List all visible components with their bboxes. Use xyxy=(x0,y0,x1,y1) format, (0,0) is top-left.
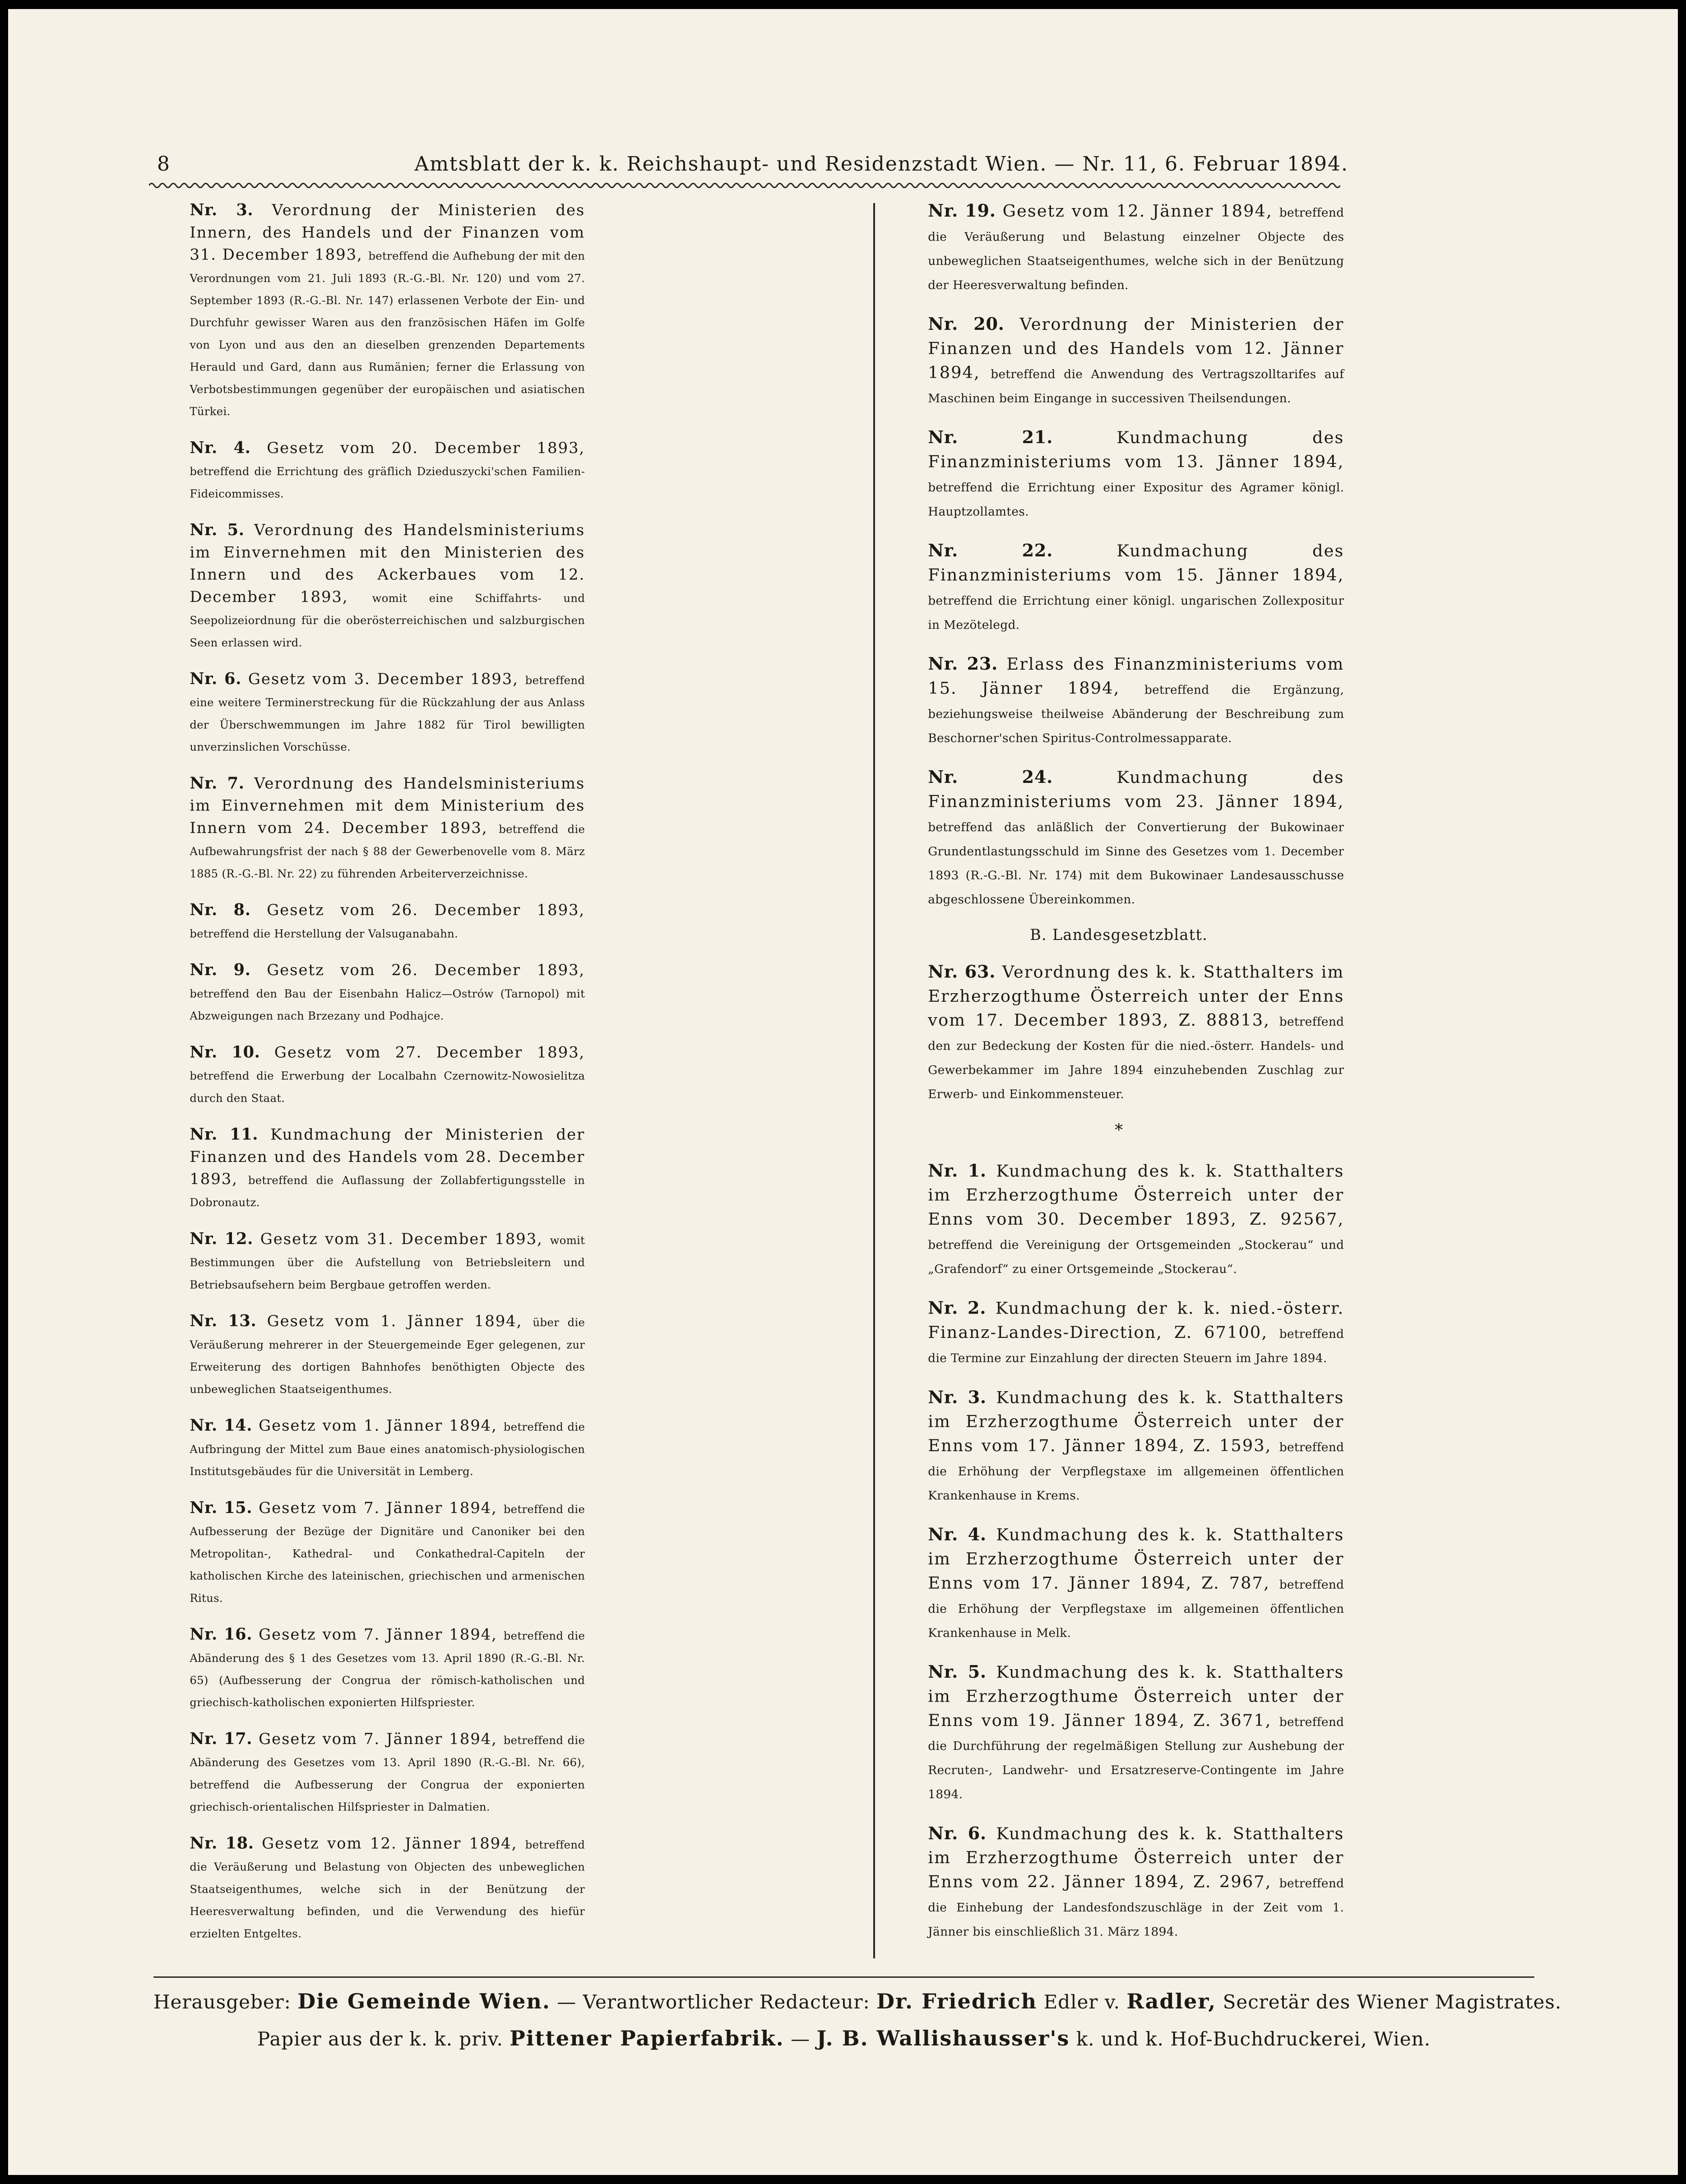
entry-description: womit eine Schiffahrts- und Seepolizeiordnung für die oberösterreichischen und salzburgischen Seen erlassen wird. xyxy=(190,592,585,649)
editor-position: Secretär des Wiener Magistrates. xyxy=(1223,1991,1562,2013)
entry-description: betreffend die Auflassung der Zollabfertigungsstelle in Dobronautz. xyxy=(190,1174,585,1209)
legal-entry xyxy=(894,1385,1344,1506)
entry-title: Verordnung des Handelsministeriums im Einvernehmen mit den Ministerien des Innern und des Ackerbaues vom 12. December 1893, xyxy=(190,521,585,606)
entry-description: betreffend die Termine zur Einzahlung der directen Steuern im Jahre 1894. xyxy=(928,1327,1344,1365)
entry-title: Verordnung der Ministerien der Finanzen und des Handels vom 12. Jänner 1894, xyxy=(928,315,1344,382)
entry-title: Gesetz vom 31. December 1893, xyxy=(260,1230,543,1248)
entry-heading xyxy=(158,958,585,1026)
entry-heading xyxy=(894,538,1344,635)
paper-mill: Pittener Papierfabrik. xyxy=(510,2026,784,2050)
entry-number: Nr. 6. xyxy=(190,669,242,688)
entry-description: betreffend die Abänderung des Gesetzes vom 13. April 1890 (R.-G.-Bl. Nr. 66), betreffend die Aufbesserung der Congrua der exponierten griechisch-orientalischen Hilfspriester in Dalmatien. xyxy=(190,1734,585,1814)
entry-number: Nr. 16. xyxy=(190,1624,253,1643)
legal-entry xyxy=(158,898,585,944)
entry-number: Nr. 20. xyxy=(928,314,1005,334)
legal-entry xyxy=(894,652,1344,749)
left-column xyxy=(158,199,585,1958)
legal-entry xyxy=(158,1414,585,1481)
entry-description: betreffend die Erhöhung der Verpflegstaxe im allgemeinen öffentlichen Krankenhause in Melk. xyxy=(928,1578,1344,1640)
entry-heading xyxy=(158,1041,585,1108)
printer-dash: — xyxy=(791,2028,811,2050)
entry-title: Gesetz vom 20. December 1893, xyxy=(267,439,585,457)
legal-entry xyxy=(158,1496,585,1608)
entry-title: Kundmachung der Ministerien der Finanzen und des Handels vom 28. December 1893, xyxy=(190,1125,585,1188)
entry-number: Nr. 1. xyxy=(928,1160,987,1181)
entry-heading xyxy=(894,765,1344,910)
legal-entry xyxy=(158,1309,585,1399)
entry-heading xyxy=(894,1821,1344,1942)
entry-number: Nr. 23. xyxy=(928,653,998,674)
legal-entry xyxy=(894,959,1344,1105)
legal-entry xyxy=(894,1158,1344,1279)
entry-heading xyxy=(158,518,585,652)
legal-entry xyxy=(158,772,585,883)
entry-heading xyxy=(158,1227,585,1295)
entry-description: womit Bestimmungen über die Aufstellung von Betriebsleitern und Betriebsaufsehern beim Bergbaue getroffen werden. xyxy=(190,1234,585,1291)
entry-title: Kundmachung des k. k. Statthalters im Erzherzogthume Österreich unter der Enns vom 30. December 1893, Z. 92567, xyxy=(928,1161,1344,1229)
entry-number: Nr. 10. xyxy=(190,1042,260,1061)
entry-number: Nr. 19. xyxy=(928,200,996,221)
printer-line xyxy=(153,2020,1534,2057)
entry-title: Erlass des Finanzministeriums vom 15. Jänner 1894, xyxy=(928,654,1344,698)
entry-number: Nr. 15. xyxy=(190,1498,253,1517)
entry-title: Kundmachung der k. k. nied.-österr. Finanz-Landes-Direction, Z. 67100, xyxy=(928,1299,1344,1342)
entry-number: Nr. 24. xyxy=(928,767,1053,787)
entry-description: über die Veräußerung mehrerer in der Steuergemeinde Eger gelegenen, zur Erweiterung des dortigen Bahnhofes benöthigten Objecte des unbeweglichen Staatseigenthumes. xyxy=(190,1316,585,1396)
entry-description: betreffend die Anwendung des Vertragszolltarifes auf Maschinen beim Eingange in successiven Theilsendungen. xyxy=(928,367,1344,405)
entry-title: Gesetz vom 12. Jänner 1894, xyxy=(262,1834,518,1852)
entry-description: betreffend die Durchführung der regelmäßigen Stellung zur Aushebung der Recruten-, Landwehr- und Ersatzreserve-Contingente im Jahre 1894. xyxy=(928,1715,1344,1801)
entry-description: betreffend die Einhebung der Landesfondszuschläge in der Zeit vom 1. Jänner bis einschließlich 31. März 1894. xyxy=(928,1876,1344,1939)
entry-number: Nr. 9. xyxy=(190,960,251,979)
entry-description: betreffend die Erhöhung der Verpflegstaxe im allgemeinen öffentlichen Krankenhause in Krems. xyxy=(928,1440,1344,1503)
entry-description: betreffend eine weitere Terminerstreckung für die Rückzahlung der aus Anlass der Überschwemmungen im Jahre 1882 für Tirol bewilligten unverzinslichen Vorschüsse. xyxy=(190,674,585,754)
entry-description: betreffend die Errichtung einer königl. ungarischen Zollexpositur in Mezötelegd. xyxy=(928,593,1344,632)
entry-number: Nr. 21. xyxy=(928,427,1053,448)
imprint-footer xyxy=(153,1983,1562,2057)
asterisk-separator: * xyxy=(1115,1120,1123,1140)
publisher-line xyxy=(153,1983,1562,2020)
entry-description: betreffend die Vereinigung der Ortsgemeinden „Stockerau“ und „Grafendorf“ zu einer Ortsgemeinde „Stockerau“. xyxy=(928,1238,1344,1276)
entry-number: Nr. 12. xyxy=(190,1229,254,1248)
entry-description: betreffend die Aufbesserung der Bezüge der Dignitäre und Canoniker bei den Metropolitan-, Kathedral- und Conkathedral-Capiteln der katholischen Kirche des lateinischen, griechischen und armenischen Ritus. xyxy=(190,1503,585,1605)
entry-number: Nr. 3. xyxy=(928,1387,987,1407)
legal-entry xyxy=(158,199,585,421)
section-b-entries xyxy=(894,959,1344,1105)
entry-title: Gesetz vom 26. December 1893, xyxy=(267,961,585,979)
entry-description: betreffend die Erwerbung der Localbahn Czernowitz-Nowosielitza durch den Staat. xyxy=(190,1069,585,1105)
entry-title: Kundmachung des Finanzministeriums vom 13. Jänner 1894, xyxy=(928,428,1344,472)
entry-title: Gesetz vom 7. Jänner 1894, xyxy=(259,1730,497,1748)
entry-heading xyxy=(158,1309,585,1399)
legal-entry xyxy=(158,958,585,1026)
entry-heading xyxy=(158,1832,585,1943)
entry-heading xyxy=(894,199,1344,296)
right-column xyxy=(894,199,1344,1958)
publisher-name: Die Gemeinde Wien. xyxy=(297,1989,551,2013)
section-title: B. Landesgesetzblatt. xyxy=(1030,926,1208,944)
paper-label: Papier aus der k. k. priv. xyxy=(257,2028,503,2050)
entry-number: Nr. 13. xyxy=(190,1311,257,1330)
editor-noble-title: Edler v. xyxy=(1043,1991,1120,2013)
entry-description: betreffend die Aufhebung der mit den Verordnungen vom 21. Juli 1893 (R.-G.-Bl. Nr. 120) und vom 27. September 1893 (R.-G.-Bl. Nr. 147) erlassenen Verbote der Ein- und Durchfuhr gewisser Waren aus den französischen Häfen im Golfe von Lyon und aus den an dieselben grenzenden Departements Herauld und Gard, dann aus Rumänien; ferner die Erlassung von Verbotsbestimmungen gegenüber der europäischen und asiatischen Türkei. xyxy=(190,250,585,418)
entry-description: betreffend die Ergänzung, beziehungsweise theilweise Abänderung der Beschreibung zum Beschorner'schen Spiritus-Controlmessapparate. xyxy=(928,683,1344,745)
entry-heading xyxy=(158,436,585,504)
legal-entry xyxy=(158,436,585,504)
page-number: 8 xyxy=(157,153,170,176)
entry-number: Nr. 11. xyxy=(190,1124,259,1143)
entry-heading xyxy=(894,1660,1344,1805)
legal-entry xyxy=(158,1623,585,1712)
legal-entry xyxy=(158,1727,585,1817)
entry-heading xyxy=(158,1496,585,1608)
entry-title: Gesetz vom 3. December 1893, xyxy=(248,670,519,688)
entry-heading xyxy=(894,959,1344,1105)
publisher-label: Herausgeber: xyxy=(153,1991,291,2013)
entry-title: Kundmachung des Finanzministeriums vom 23. Jänner 1894, xyxy=(928,768,1344,811)
section-b-announcements xyxy=(894,1158,1344,1942)
legal-entry xyxy=(158,1123,585,1212)
entry-heading xyxy=(158,199,585,421)
entry-number: Nr. 4. xyxy=(190,438,251,457)
entry-title: Verordnung des k. k. Statthalters im Erzherzogthume Österreich unter der Enns vom 17. December 1893, Z. 88813, xyxy=(928,962,1344,1030)
entry-number: Nr. 14. xyxy=(190,1416,253,1434)
header-wavy-rule xyxy=(149,180,1340,190)
entry-heading xyxy=(894,312,1344,409)
entry-number: Nr. 63. xyxy=(928,961,996,982)
legal-entry xyxy=(158,1832,585,1943)
entry-title: Verordnung der Ministerien des Innern, des Handels und der Finanzen vom 31. December 1893, xyxy=(190,201,585,264)
entry-number: Nr. 3. xyxy=(190,200,254,219)
entry-heading xyxy=(158,898,585,944)
entry-number: Nr. 17. xyxy=(190,1729,253,1748)
entry-heading xyxy=(894,1296,1344,1369)
entry-title: Gesetz vom 26. December 1893, xyxy=(267,901,585,919)
entry-description: betreffend die Errichtung des gräflich Dzieduszycki'schen Familien-Fideicommisses. xyxy=(190,465,585,500)
legal-entry xyxy=(894,538,1344,635)
legal-entry xyxy=(894,1660,1344,1805)
entry-heading xyxy=(158,667,585,757)
legal-entry xyxy=(158,1227,585,1295)
entry-heading xyxy=(894,1385,1344,1506)
legal-entry xyxy=(158,1041,585,1108)
entry-number: Nr. 7. xyxy=(190,773,245,792)
entry-description: betreffend die Veräußerung und Belastung einzelner Objecte des unbeweglichen Staatseigenthumes, welche sich in der Benützung der Heeresverwaltung befinden. xyxy=(928,205,1344,292)
entry-heading xyxy=(158,1123,585,1212)
column-divider xyxy=(873,203,875,1958)
editor-name: Dr. Friedrich xyxy=(876,1989,1038,2013)
entry-description: betreffend die Errichtung einer Expositur des Agramer königl. Hauptzollamtes. xyxy=(928,480,1344,518)
legal-entry xyxy=(894,199,1344,296)
entry-title: Gesetz vom 27. December 1893, xyxy=(274,1043,585,1061)
legal-entry xyxy=(894,1522,1344,1643)
entry-heading xyxy=(894,1522,1344,1643)
legal-entry xyxy=(894,1821,1344,1942)
entry-number: Nr. 18. xyxy=(190,1833,254,1852)
entry-title: Gesetz vom 1. Jänner 1894, xyxy=(267,1312,523,1330)
editor-surname: Radler, xyxy=(1126,1989,1217,2013)
entry-title: Gesetz vom 1. Jänner 1894, xyxy=(259,1416,497,1434)
entry-description: betreffend den zur Bedeckung der Kosten für die nied.-österr. Handels- und Gewerbekammer im Jahre 1894 einzuhebenden Zuschlag zur Erwerb- und Einkommensteuer. xyxy=(928,1014,1344,1101)
entry-title: Gesetz vom 7. Jänner 1894, xyxy=(259,1625,497,1643)
entry-description: betreffend die Abänderung des § 1 des Gesetzes vom 13. April 1890 (R.-G.-Bl. Nr. 65) (Aufbesserung der Congrua der römisch-katholischen und griechisch-katholischen exponierten Hilfspriester. xyxy=(190,1629,585,1709)
entry-heading xyxy=(158,772,585,883)
legal-entry xyxy=(894,1296,1344,1369)
legal-entry xyxy=(894,765,1344,910)
entry-number: Nr. 5. xyxy=(928,1661,987,1682)
running-title: Amtsblatt der k. k. Reichshaupt- und Residenzstadt Wien. — Nr. 11, 6. Februar 1894. xyxy=(414,153,1348,176)
entry-title: Kundmachung des k. k. Statthalters im Erzherzogthume Österreich unter der Enns vom 19. Jänner 1894, Z. 3671, xyxy=(928,1662,1344,1730)
entry-number: Nr. 2. xyxy=(928,1297,987,1318)
entry-heading xyxy=(158,1727,585,1817)
entry-heading xyxy=(158,1623,585,1712)
entry-number: Nr. 5. xyxy=(190,520,245,539)
entry-description: betreffend das anläßlich der Convertierung der Bukowinaer Grundentlastungsschuld im Sinne des Gesetzes vom 1. December 1893 (R.-G.-Bl. Nr. 174) mit dem Bukowinaer Landesausschusse abgeschlossene Übereinkommen. xyxy=(928,820,1344,907)
entry-number: Nr. 6. xyxy=(928,1823,987,1843)
legal-entry xyxy=(158,667,585,757)
entry-title: Gesetz vom 12. Jänner 1894, xyxy=(1002,201,1273,221)
entry-title: Kundmachung des k. k. Statthalters im Erzherzogthume Österreich unter der Enns vom 17. Jänner 1894, Z. 1593, xyxy=(928,1388,1344,1456)
entry-number: Nr. 22. xyxy=(928,540,1053,561)
entry-description: betreffend die Veräußerung und Belastung von Objecten des unbeweglichen Staatseigenthumes, welche sich in der Benützung der Heeresverwaltung befinden, und die Verwendung des hiefür erzielten Entgeltes. xyxy=(190,1838,585,1940)
entry-description: betreffend die Aufbringung der Mittel zum Baue eines anatomisch-physiologischen Institutsgebäudes für die Universität in Lemberg. xyxy=(190,1421,585,1478)
legal-entry xyxy=(894,425,1344,522)
legal-entry xyxy=(158,518,585,652)
legal-entry xyxy=(894,312,1344,409)
footer-rule xyxy=(153,1976,1534,1978)
entry-description: betreffend den Bau der Eisenbahn Halicz—Ostrów (Tarnopol) mit Abzweigungen nach Brzezany und Podhajce. xyxy=(190,987,585,1023)
editor-label: — Verantwortlicher Redacteur: xyxy=(557,1991,870,2013)
entry-description: betreffend die Aufbewahrungsfrist der nach § 88 der Gewerbenovelle vom 8. März 1885 (R.-G.-Bl. Nr. 22) zu führenden Arbeiterverzeichnisse. xyxy=(190,823,585,880)
entry-heading xyxy=(894,425,1344,522)
entry-heading xyxy=(158,1414,585,1481)
entry-title: Gesetz vom 7. Jänner 1894, xyxy=(259,1499,497,1517)
entry-number: Nr. 4. xyxy=(928,1524,987,1545)
entry-number: Nr. 8. xyxy=(190,900,251,919)
entry-heading xyxy=(894,652,1344,749)
entry-description: betreffend die Herstellung der Valsuganabahn. xyxy=(190,927,459,940)
entry-title: Kundmachung des k. k. Statthalters im Erzherzogthume Österreich unter der Enns vom 17. Jänner 1894, Z. 787, xyxy=(928,1525,1344,1593)
entry-title: Verordnung des Handelsministeriums im Einvernehmen mit dem Ministerium des Innern vom 24. December 1893, xyxy=(190,774,585,837)
printer-name: J. B. Wallishausser's xyxy=(816,2026,1070,2050)
entry-heading xyxy=(894,1158,1344,1279)
entry-title: Kundmachung des Finanzministeriums vom 15. Jänner 1894, xyxy=(928,541,1344,585)
entry-title: Kundmachung des k. k. Statthalters im Erzherzogthume Österreich unter der Enns vom 22. Jänner 1894, Z. 2967, xyxy=(928,1824,1344,1892)
printer-description: k. und k. Hof-Buchdruckerei, Wien. xyxy=(1076,2028,1431,2050)
